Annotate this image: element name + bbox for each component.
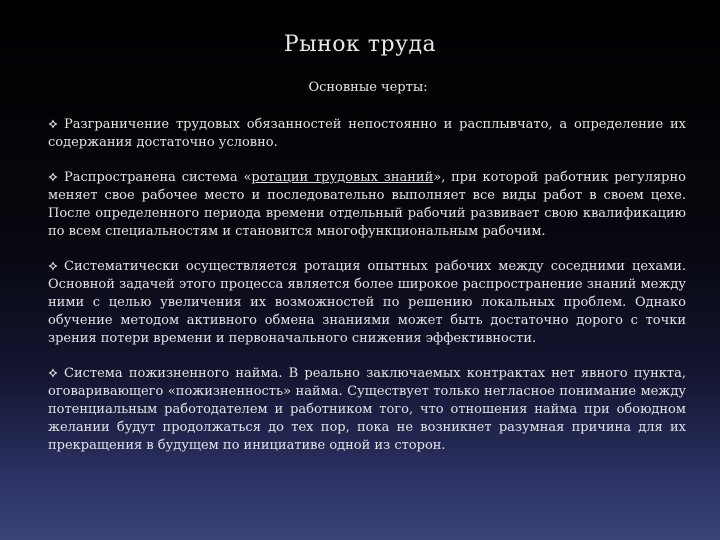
diamond-bullet-icon <box>48 368 58 378</box>
bullet-item <box>48 258 686 348</box>
bullet-item <box>48 169 686 241</box>
bullet-text: Распространена система « <box>64 170 252 185</box>
bullet-item <box>48 365 686 455</box>
bullet-underlined-term: ротации трудовых знаний <box>251 170 434 185</box>
bullet-item <box>48 116 686 152</box>
bullet-list <box>48 116 686 472</box>
bullet-text: Разграничение трудовых обязанностей непостоянно и расплывчато, а определение их содержания достаточно условно. <box>48 117 686 150</box>
diamond-bullet-icon <box>48 172 58 182</box>
bullet-text: », при которой работник регулярно меняет свое рабочее место и последовательно выполняет все виды работ в своем цехе. После определенного периода времени отдельный рабочий развивает свою квалификацию по всем специальностям и становится многофункциональным рабочим. <box>48 170 686 239</box>
bullet-text: Система пожизненного найма. В реально заключаемых контрактах нет явного пункта, оговаривающего «пожизненность» найма. Существует только негласное понимание между потенциальным работодателем и работником того, что отношения найма при обоюдном желании будут продолжаться до тех пор, пока не возникнет разумная причина для их прекращения в будущем по инициативе одной из сторон. <box>48 366 686 453</box>
diamond-bullet-icon <box>48 261 58 271</box>
slide-subtitle: Основные черты: <box>308 80 428 95</box>
diamond-bullet-icon <box>48 119 58 129</box>
bullet-text: Систематически осуществляется ротация опытных рабочих между соседними цехами. Основной задачей этого процесса является более широкое распространение знаний между ними с целью увеличения их возможностей по решению локальных проблем. Однако обучение методом активного обмена знаниями может быть достаточно дорого с точки зрения потери времени и первоначального снижения эффективности. <box>48 259 686 346</box>
slide-title: Рынок труда <box>283 32 437 57</box>
